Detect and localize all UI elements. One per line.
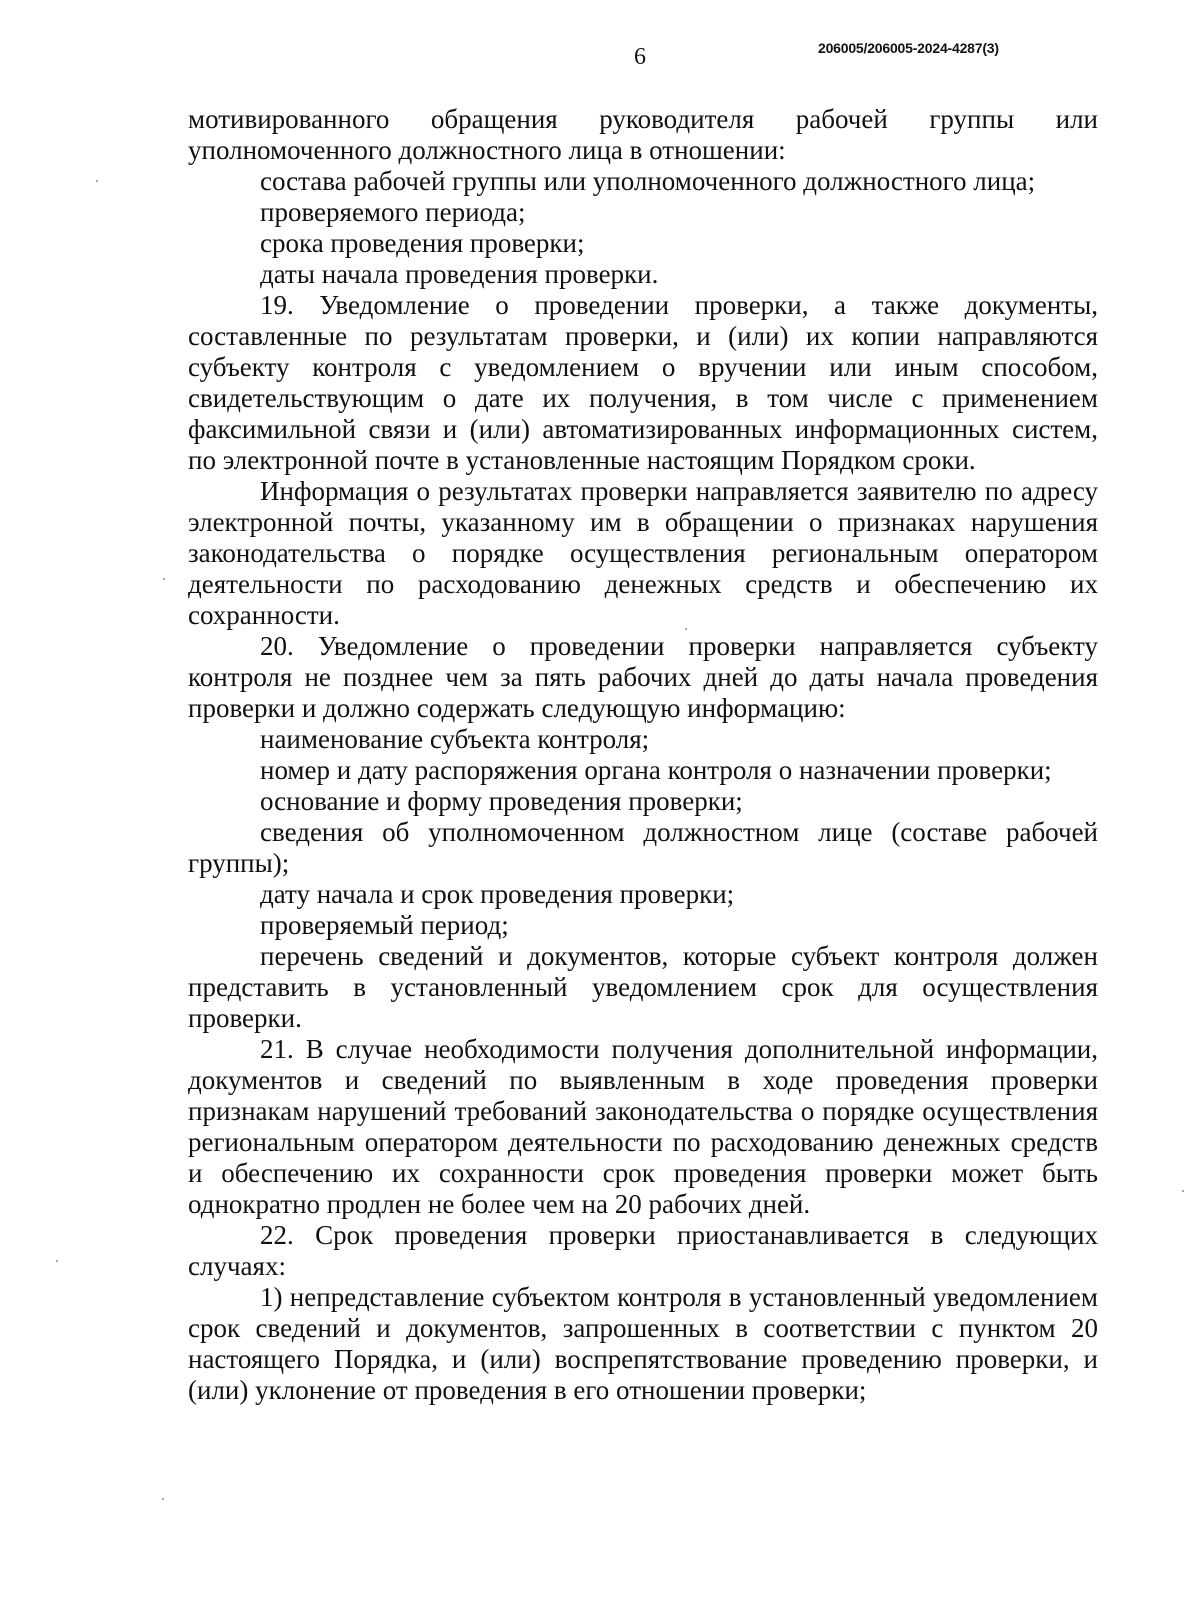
- clause-20: 20. Уведомление о проведении проверки направляется субъекту контроля не позднее чем за пять рабочих дней до даты начала проведения проверки и должно содержать следующую информацию:: [188, 631, 1098, 723]
- scan-speck: [685, 628, 687, 630]
- list-item: даты начала проведения проверки.: [260, 259, 659, 289]
- list-item: проверяемого периода;: [260, 197, 526, 227]
- paragraph-intro: мотивированного обращения руководителя рабочей группы или уполномоченного должностного лица в отношении:: [188, 104, 1098, 165]
- scan-speck: [1182, 1190, 1184, 1192]
- scan-speck: [96, 180, 98, 182]
- clause-21: 21. В случае необходимости получения дополнительной информации, документов и сведений по выявленным в ходе проведения проверки признакам нарушений требований законодательства о порядке осуществления региональным оператором деятельности по расходованию денежных средств и обеспечению их сохранности срок проведения проверки может быть однократно продлен не более чем на 20 рабочих дней.: [188, 1034, 1098, 1219]
- scan-speck: [163, 578, 165, 580]
- document-body: [188, 104, 1098, 1406]
- list-item: проверяемый период;: [260, 910, 509, 940]
- list-item: сведения об уполномоченном должностном лице (составе рабочей группы);: [188, 817, 1098, 878]
- document-reference: 206005/206005-2024-4287(3): [818, 40, 999, 56]
- list-item: состава рабочей группы или уполномоченного должностного лица;: [260, 166, 1036, 196]
- list-item: основание и форму проведения проверки;: [260, 786, 743, 816]
- clause-19: 19. Уведомление о проведении проверки, а также документы, составленные по результатам проверки, и (или) их копии направляются субъекту контроля с уведомлением о вручении или иным способом, свидетельствующим о дате их получения, в том числе с применением факсимильной связи и (или) автоматизированных информационных систем, по электронной почте в установленные настоящим Порядком сроки.: [188, 290, 1098, 475]
- list-item: номер и дату распоряжения органа контроля о назначении проверки;: [260, 755, 1052, 785]
- page-number: 6: [634, 44, 646, 70]
- subclause-22-1: 1) непредставление субъектом контроля в установленный уведомлением срок сведений и документов, запрошенных в соответствии с пунктом 20 настоящего Порядка, и (или) воспрепятствование проведению проверки, и (или) уклонение от проведения в его отношении проверки;: [188, 1282, 1098, 1405]
- list-item: наименование субъекта контроля;: [260, 724, 650, 754]
- paragraph-results-info: Информация о результатах проверки направляется заявителю по адресу электронной почты, указанному им в обращении о признаках нарушения законодательства о порядке осуществления региональным оператором деятельности по расходованию денежных средств и обеспечению их сохранности.: [188, 476, 1098, 630]
- list-item: перечень сведений и документов, которые субъект контроля должен представить в установленный уведомлением срок для осуществления проверки.: [188, 941, 1098, 1033]
- scan-speck: [56, 1260, 58, 1262]
- clause-22: 22. Срок проведения проверки приостанавливается в следующих случаях:: [188, 1220, 1098, 1281]
- list-item: дату начала и срок проведения проверки;: [260, 879, 735, 909]
- list-item: срока проведения проверки;: [260, 228, 585, 258]
- scan-speck: [162, 1498, 164, 1500]
